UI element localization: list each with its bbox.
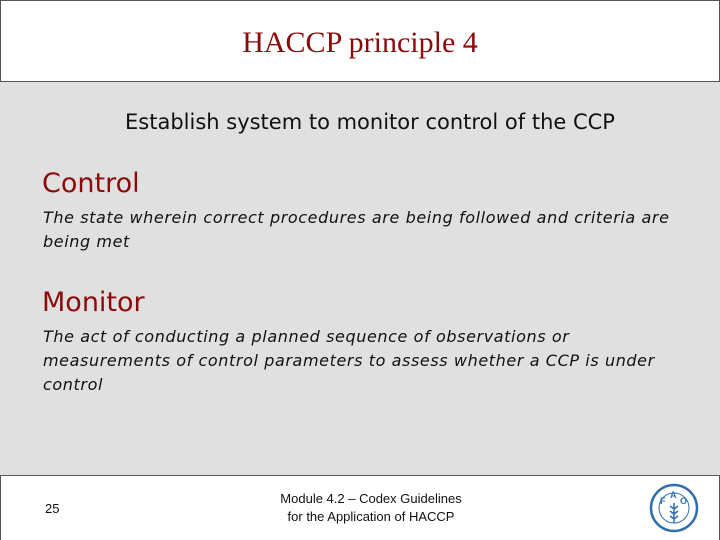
footer-line-2: for the Application of HACCP [287,509,455,524]
svg-text:A: A [670,490,677,500]
svg-text:O: O [680,496,688,506]
term-control: Control [42,168,140,199]
footer-line-1: Module 4.2 – Codex Guidelines [280,491,462,506]
page-number: 25 [45,501,60,516]
slide-footer [0,475,720,540]
definition-monitor: The act of conducting a planned sequence of observations or measurements of control parameters to assess whether a CCP is under control [43,327,655,394]
fao-logo-icon [649,483,699,537]
slide-subtitle: Establish system to monitor control of the CCP [125,110,615,134]
svg-text:F: F [660,496,666,506]
term-monitor: Monitor [42,287,145,318]
definition-control: The state wherein correct procedures are being followed and criteria are being met [43,208,670,251]
slide-title: HACCP principle 4 [242,26,478,59]
slide-header [0,0,720,82]
footer-caption [1,490,720,526]
